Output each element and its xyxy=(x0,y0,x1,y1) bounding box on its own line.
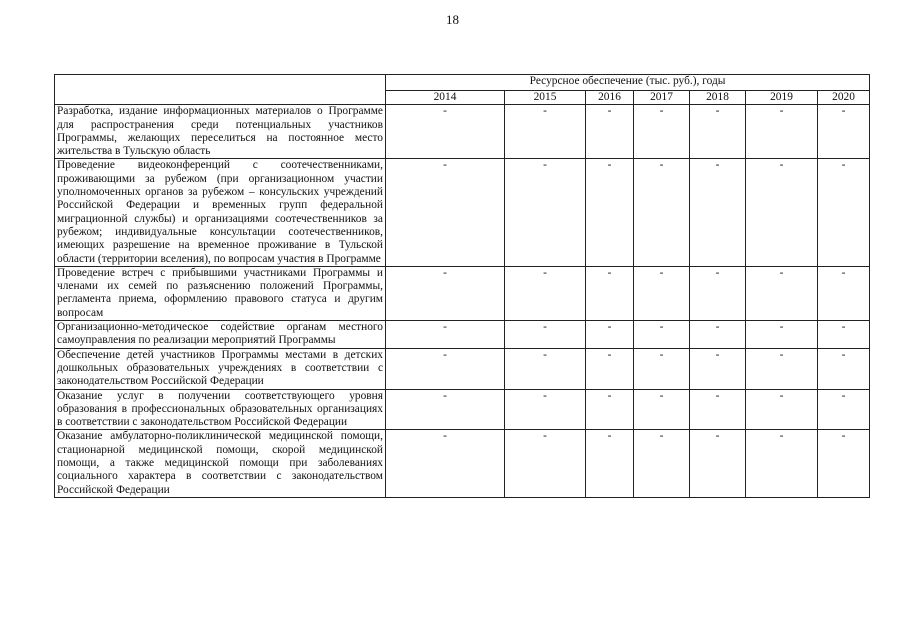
funding-value-cell: - xyxy=(634,389,690,430)
funding-value-cell: - xyxy=(586,266,634,320)
table-row xyxy=(55,159,870,266)
funding-value-cell: - xyxy=(818,266,870,320)
funding-value-cell: - xyxy=(586,348,634,389)
funding-value-cell: - xyxy=(386,159,505,266)
funding-value-cell: - xyxy=(690,389,746,430)
funding-value-cell: - xyxy=(634,105,690,159)
table-row xyxy=(55,266,870,320)
funding-value-cell: - xyxy=(746,389,818,430)
funding-value-cell: - xyxy=(634,348,690,389)
table-row xyxy=(55,430,870,497)
funding-value-cell: - xyxy=(386,348,505,389)
funding-value-cell: - xyxy=(505,105,586,159)
funding-value-cell: - xyxy=(505,430,586,497)
funding-value-cell: - xyxy=(746,159,818,266)
funding-value-cell: - xyxy=(818,348,870,389)
resource-table xyxy=(54,74,870,498)
table-row xyxy=(55,389,870,430)
activity-description: Проведение видеоконференций с соотечественниками, проживающими за рубежом (при организационном участии уполномоченных органов за рубежом – консульских учреждений Российской Федерации и временных групп федеральной миграционной службы) и организациями соотечественников за рубежом; индивидуальные консультации соотечественников, имеющих разрешение на временное проживание в Тульской области (территории вселения), по вопросам участия в Программе xyxy=(55,159,386,266)
funding-value-cell: - xyxy=(386,321,505,349)
year-header: 2020 xyxy=(818,91,870,105)
funding-value-cell: - xyxy=(746,105,818,159)
funding-value-cell: - xyxy=(818,430,870,497)
funding-value-cell: - xyxy=(746,266,818,320)
activity-description: Организационно-методическое содействие органам местного самоуправления по реализации мероприятий Программы xyxy=(55,321,386,349)
funding-value-cell: - xyxy=(746,430,818,497)
funding-value-cell: - xyxy=(505,159,586,266)
activity-description: Оказание амбулаторно-поликлинической медицинской помощи, стационарной медицинской помощи, скорой медицинской помощи, а также медицинской помощи при заболеваниях социального характера в соответствии с законодательством Российской Федерации xyxy=(55,430,386,497)
funding-value-cell: - xyxy=(690,105,746,159)
funding-value-cell: - xyxy=(746,321,818,349)
funding-value-cell: - xyxy=(586,105,634,159)
table-row xyxy=(55,348,870,389)
funding-value-cell: - xyxy=(386,430,505,497)
funding-value-cell: - xyxy=(386,105,505,159)
funding-value-cell: - xyxy=(634,159,690,266)
funding-value-cell: - xyxy=(386,266,505,320)
funding-value-cell: - xyxy=(505,266,586,320)
funding-value-cell: - xyxy=(586,159,634,266)
funding-value-cell: - xyxy=(818,159,870,266)
activity-description: Проведение встреч с прибывшими участниками Программы и членами их семей по разъяснению положений Программы, регламента приема, оформлению правового статуса и другим вопросам xyxy=(55,266,386,320)
description-header-cell xyxy=(55,75,386,105)
page-number: 18 xyxy=(446,12,459,27)
funding-value-cell: - xyxy=(690,348,746,389)
funding-value-cell: - xyxy=(690,430,746,497)
resource-header: Ресурсное обеспечение (тыс. руб.), годы xyxy=(386,75,870,91)
table-body xyxy=(55,105,870,498)
funding-value-cell: - xyxy=(586,321,634,349)
funding-value-cell: - xyxy=(818,105,870,159)
funding-value-cell: - xyxy=(634,266,690,320)
year-header: 2017 xyxy=(634,91,690,105)
funding-value-cell: - xyxy=(690,159,746,266)
table-row xyxy=(55,105,870,159)
funding-value-cell: - xyxy=(690,266,746,320)
funding-value-cell: - xyxy=(634,430,690,497)
activity-description: Оказание услуг в получении соответствующего уровня образования в профессиональных образовательных организациях в соответствии с законодательством Российской Федерации xyxy=(55,389,386,430)
funding-value-cell: - xyxy=(505,389,586,430)
funding-value-cell: - xyxy=(690,321,746,349)
funding-value-cell: - xyxy=(746,348,818,389)
year-header: 2014 xyxy=(386,91,505,105)
year-header: 2015 xyxy=(505,91,586,105)
activity-description: Обеспечение детей участников Программы местами в детских дошкольных образовательных учреждениях в соответствии с законодательством Российской Федерации xyxy=(55,348,386,389)
funding-value-cell: - xyxy=(505,348,586,389)
year-header: 2016 xyxy=(586,91,634,105)
funding-value-cell: - xyxy=(386,389,505,430)
activity-description: Разработка, издание информационных материалов о Программе для распространения среди потенциальных участников Программы, желающих переселиться на постоянное место жительства в Тульскую область xyxy=(55,105,386,159)
year-header: 2019 xyxy=(746,91,818,105)
year-header: 2018 xyxy=(690,91,746,105)
funding-value-cell: - xyxy=(586,389,634,430)
table-row xyxy=(55,321,870,349)
funding-value-cell: - xyxy=(818,389,870,430)
funding-value-cell: - xyxy=(586,430,634,497)
funding-value-cell: - xyxy=(634,321,690,349)
funding-value-cell: - xyxy=(818,321,870,349)
funding-value-cell: - xyxy=(505,321,586,349)
